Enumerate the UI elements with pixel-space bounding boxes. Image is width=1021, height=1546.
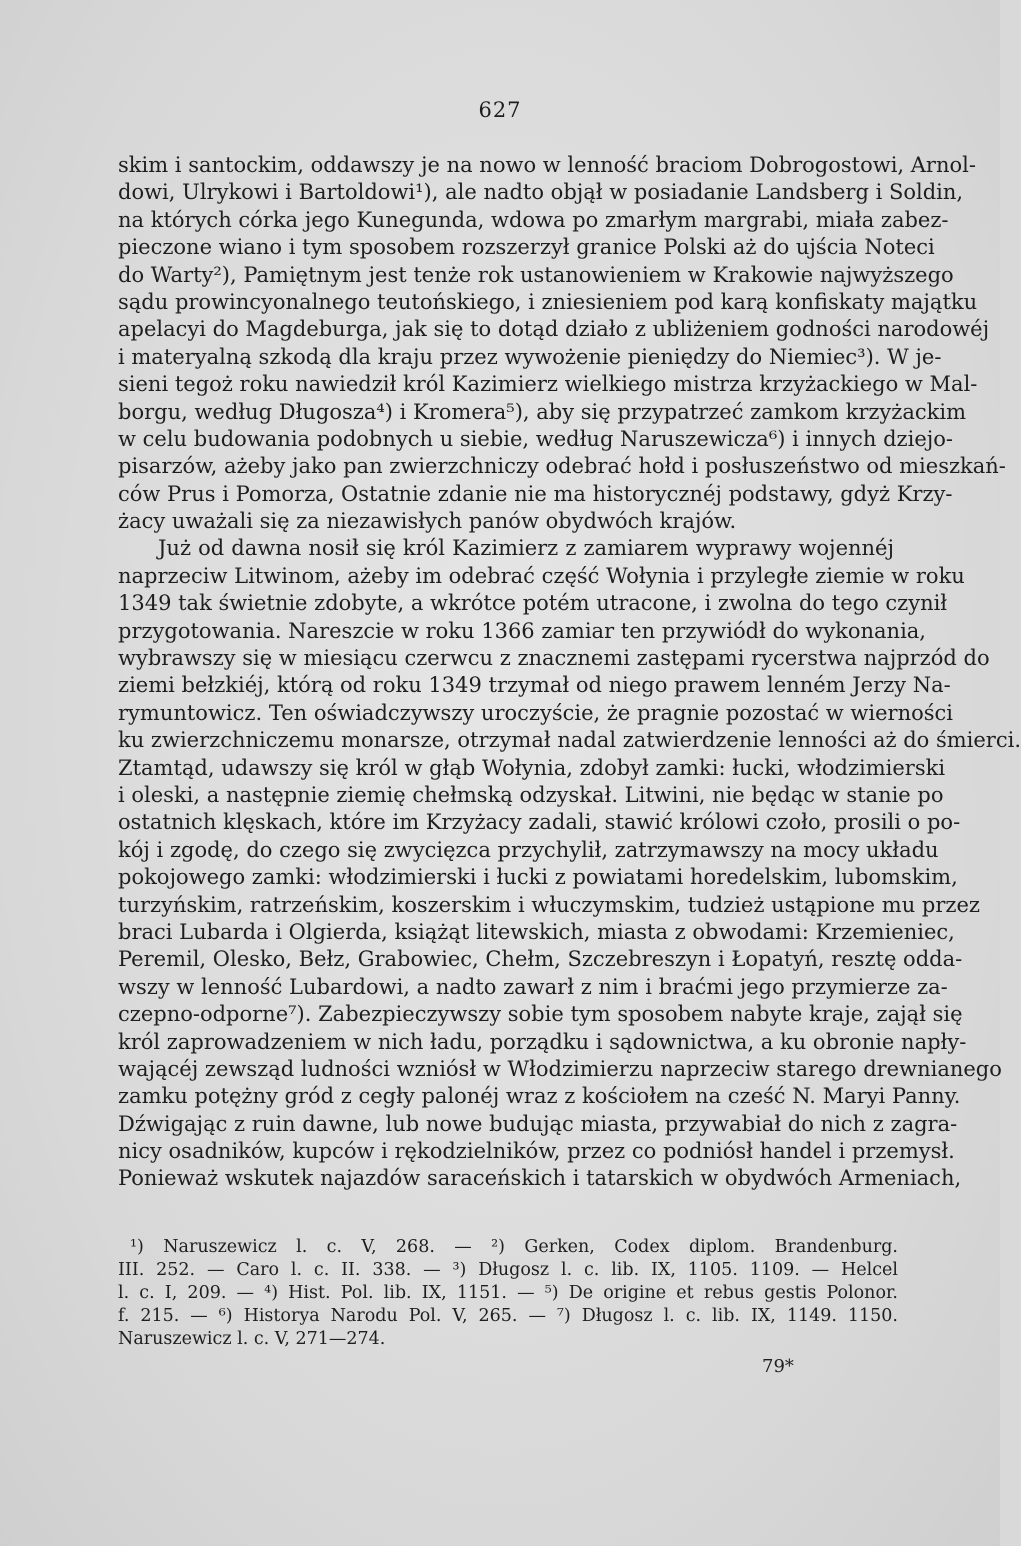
text-line: wybrawszy się w miesiącu czerwcu z znacznemi zastępami rycerstwa najprzód do xyxy=(118,646,990,671)
text-line: rymuntowicz. Ten oświadczywszy uroczyście, że pragnie pozostać w wierności xyxy=(118,700,954,725)
footnote-line: ¹) Naruszewicz l. c. V, 268. — ²) Gerken, Codex diplom. Brandenburg. xyxy=(130,1237,898,1257)
text-line: wszy w lenność Lubardowi, a nadto zawarł z nim i braćmi jego przymierze za- xyxy=(118,974,948,999)
footnote-line: l. c. I, 209. — ⁴) Hist. Pol. lib. IX, 1151. — ⁵) De origine et rebus gestis Polonor. xyxy=(118,1283,898,1303)
text-line: kój i zgodę, do czego się zwycięzca przychylił, zatrzymawszy na mocy układu xyxy=(118,837,939,862)
text-line: do Warty²), Pamiętnym jest tenże rok ustanowieniem w Krakowie najwyższego xyxy=(118,262,954,287)
text-line: ku zwierzchniczemu monarsze, otrzymał nadal zatwierdzenie lenności aż do śmierci. xyxy=(118,728,1021,753)
text-line: Już od dawna nosił się król Kazimierz z zamiarem wyprawy wojennéj xyxy=(158,536,894,561)
text-line: Dźwigając z ruin dawne, lub nowe budując miasta, przywabiał do nich z zagra- xyxy=(118,1111,958,1136)
text-line: sieni tegoż roku nawiedził król Kazimierz wielkiego mistrza krzyżackiego w Mal- xyxy=(118,372,978,397)
text-line: w celu budowania podobnych u siebie, według Naruszewicza⁶) i innych dziejo- xyxy=(118,426,953,451)
text-line: wającéj zewsząd ludności wzniósł w Włodzimierzu naprzeciw starego drewnianego xyxy=(118,1056,1002,1081)
text-line: Ponieważ wskutek najazdów saraceńskich i tatarskich w obydwóch Armeniach, xyxy=(118,1166,962,1191)
text-line: borgu, według Długosza⁴) i Kromera⁵), aby się przypatrzeć zamkom krzyżackim xyxy=(118,399,966,424)
text-line: ziemi bełzkiéj, którą od roku 1349 trzymał od niego prawem lenném Jerzy Na- xyxy=(118,673,951,698)
text-line: nicy osadników, kupców i rękodzielników, przez co podniósł handel i przemysł. xyxy=(118,1139,955,1164)
text-line: czepno-odporne⁷). Zabezpieczywszy sobie tym sposobem nabyte kraje, zajął się xyxy=(118,1002,963,1027)
text-line: turzyńskim, ratrzeńskim, koszerskim i włuczymskim, tudzież ustąpione mu przez xyxy=(118,892,980,917)
text-line: pisarzów, ażeby jako pan zwierzchniczy odebrać hołd i posłuszeństwo od mieszkań- xyxy=(118,454,1006,479)
printer-signature-mark: 79* xyxy=(762,1356,794,1377)
text-line: Ztamtąd, udawszy się król w głąb Wołynia, zdobył zamki: łucki, włodzimierski xyxy=(118,755,946,780)
footnotes xyxy=(118,1236,898,1351)
text-line: przygotowania. Nareszcie w roku 1366 zamiar ten przywiódł do wykonania, xyxy=(118,618,926,643)
footnote-line: III. 252. — Caro l. c. II. 338. — ³) Długosz l. c. lib. IX, 1105. 1109. — Helcel xyxy=(118,1260,898,1280)
page-number: 627 xyxy=(478,98,522,122)
text-line: król zaprowadzeniem w nich ładu, porządku i sądownictwa, a ku obronie napły- xyxy=(118,1029,967,1054)
footnote-line: Naruszewicz l. c. V, 271—274. xyxy=(118,1329,386,1349)
text-line: pokojowego zamki: włodzimierski i łucki z powiatami horedelskim, lubomskim, xyxy=(118,865,958,890)
text-line: dowi, Ulrykowi i Bartoldowi¹), ale nadto objął w posiadanie Landsberg i Soldin, xyxy=(118,180,964,205)
text-line: na których córka jego Kunegunda, wdowa po zmarłym margrabi, miała zabez- xyxy=(118,207,949,232)
text-line: i oleski, a następnie ziemię chełmską odzyskał. Litwini, nie będąc w stanie po xyxy=(118,782,944,807)
text-line: pieczone wiano i tym sposobem rozszerzył granice Polski aż do ujścia Noteci xyxy=(118,235,935,260)
text-line: Peremil, Olesko, Bełz, Grabowiec, Chełm, Szczebreszyn i Łopatyń, resztę odda- xyxy=(118,947,963,972)
text-line: zamku potężny gród z cegły palonéj wraz z kościołem na cześć N. Maryi Panny. xyxy=(118,1084,961,1109)
text-line: sądu prowincyonalnego teutońskiego, i zniesieniem pod karą konfiskaty majątku xyxy=(118,289,978,314)
text-line: żacy uważali się za niezawisłych panów obydwóch krajów. xyxy=(118,509,737,534)
footnote-line: f. 215. — ⁶) Historya Narodu Pol. V, 265. — ⁷) Długosz l. c. lib. IX, 1149. 1150. xyxy=(118,1306,898,1326)
text-line: naprzeciw Litwinom, ażeby im odebrać część Wołynia i przyległe ziemie w roku xyxy=(118,563,965,588)
text-line: i materyalną szkodą dla kraju przez wywożenie pieniędzy do Niemiec³). W je- xyxy=(118,344,942,369)
text-line: ostatnich klęskach, które im Krzyżacy zadali, stawić królowi czoło, prosili o po- xyxy=(118,810,961,835)
main-text xyxy=(118,152,1021,1193)
text-line: ców Prus i Pomorza, Ostatnie zdanie nie ma historycznéj podstawy, gdyż Krzy- xyxy=(118,481,953,506)
text-line: skim i santockim, oddawszy je na nowo w lenność braciom Dobrogostowi, Arnol- xyxy=(118,153,976,177)
text-line: apelacyi do Magdeburga, jak się to dotąd działo z ubliżeniem godności narodowéj xyxy=(118,317,990,342)
text-line: 1349 tak świetnie zdobyte, a wkrótce potém utracone, i zwolna do tego czynił xyxy=(118,591,948,616)
text-line: braci Lubarda i Olgierda, książąt litewskich, miasta z obwodami: Krzemieniec, xyxy=(118,919,955,944)
